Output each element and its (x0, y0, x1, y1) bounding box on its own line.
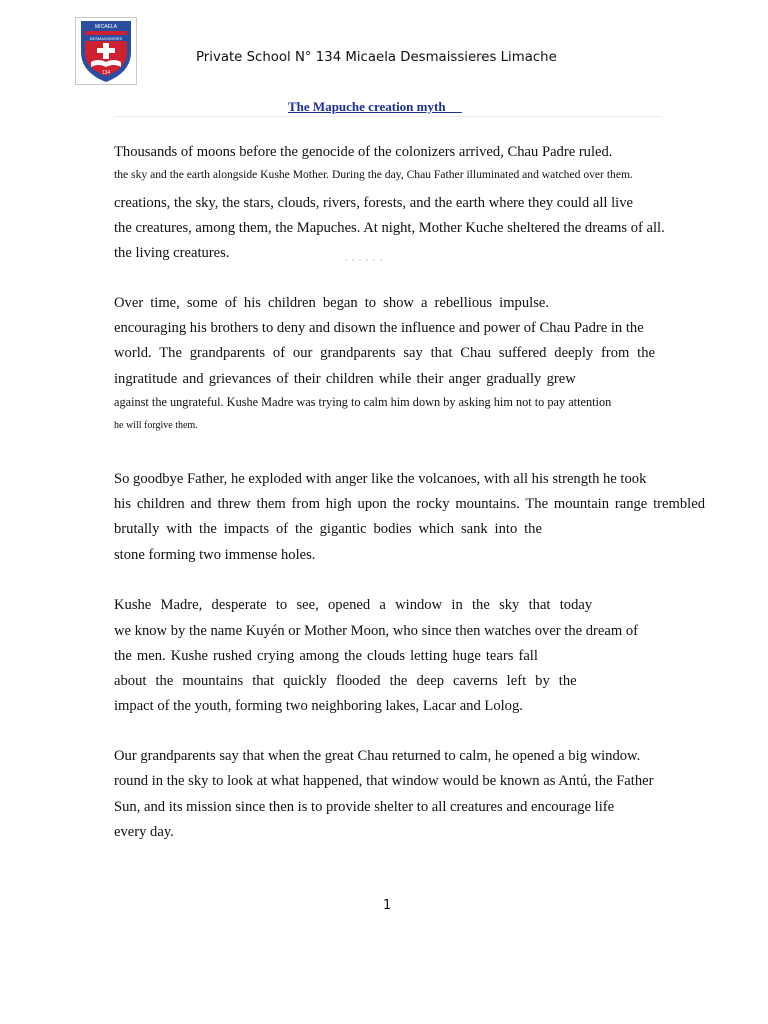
paragraph-4-line-5: impact of the youth, forming two neighboring lakes, Lacar and Lolog. (114, 698, 523, 714)
paragraph-1-line-4: the creatures, among them, the Mapuches. At night, Mother Kuche sheltered the dreams of all. (114, 220, 665, 236)
paragraph-2-line-3: world. The grandparents of our grandparents say that Chau suffered deeply from the (114, 345, 655, 361)
paragraph-1-line-3: creations, the sky, the stars, clouds, rivers, forests, and the earth where they could all live (114, 195, 633, 211)
school-logo (75, 17, 137, 85)
title-divider (114, 116, 662, 117)
paragraph-3-line-4: stone forming two immense holes. (114, 547, 316, 563)
paragraph-4-line-2: we know by the name Kuyén or Mother Moon, who since then watches over the dream of (114, 623, 639, 639)
document-title: The Mapuche creation myth (288, 99, 462, 114)
paragraph-4-line-3: the men. Kushe rushed crying among the clouds letting huge tears fall (114, 648, 538, 664)
paragraph-1-line-2: the sky and the earth alongside Kushe Mother. During the day, Chau Father illuminated and watched over them. (114, 168, 633, 181)
page-number: 1 (383, 898, 392, 913)
paragraph-3-line-3: brutally with the impacts of the gigantic bodies which sank into the (114, 521, 542, 537)
paragraph-4-line-4: about the mountains that quickly flooded the deep caverns left by the (114, 673, 577, 689)
paragraph-4-line-1: Kushe Madre, desperate to see, opened a window in the sky that today (114, 597, 593, 613)
logo-text-band: DESMAISSIERES (89, 36, 123, 41)
paragraph-5-line-1: Our grandparents say that when the great Chau returned to calm, he opened a big window. (114, 748, 641, 764)
paragraph-2-line-1: Over time, some of his children began to show a rebellious impulse. (114, 295, 549, 311)
faint-marks (343, 258, 383, 262)
paragraph-2-line-5: against the ungrateful. Kushe Madre was trying to calm him down by asking him not to pay attention (114, 395, 612, 409)
paragraph-5-line-4: every day. (114, 824, 174, 840)
paragraph-1-line-5: the living creatures. (114, 245, 230, 261)
paragraph-3-line-1: So goodbye Father, he exploded with anger like the volcanoes, with all his strength he took (114, 471, 647, 487)
school-name: Private School N° 134 Micaela Desmaissieres Limache (196, 50, 557, 65)
paragraph-1-line-1: Thousands of moons before the genocide of the colonizers arrived, Chau Padre ruled. (114, 144, 613, 160)
paragraph-2-line-4: ingratitude and grievances of their children while their anger gradually grew (114, 371, 576, 387)
logo-text-number: 134 (101, 70, 111, 76)
logo-text-top: MICAELA (95, 24, 117, 30)
paragraph-2-line-6: he will forgive them. (114, 420, 198, 431)
paragraph-3-line-2: his children and threw them from high upon the rocky mountains. The mountain range trembled (114, 496, 705, 512)
paragraph-5-line-3: Sun, and its mission since then is to provide shelter to all creatures and encourage life (114, 799, 615, 815)
paragraph-2-line-2: encouraging his brothers to deny and disown the influence and power of Chau Padre in the (114, 320, 644, 336)
paragraph-5-line-2: round in the sky to look at what happened, that window would be known as Antú, the Father (114, 773, 654, 789)
